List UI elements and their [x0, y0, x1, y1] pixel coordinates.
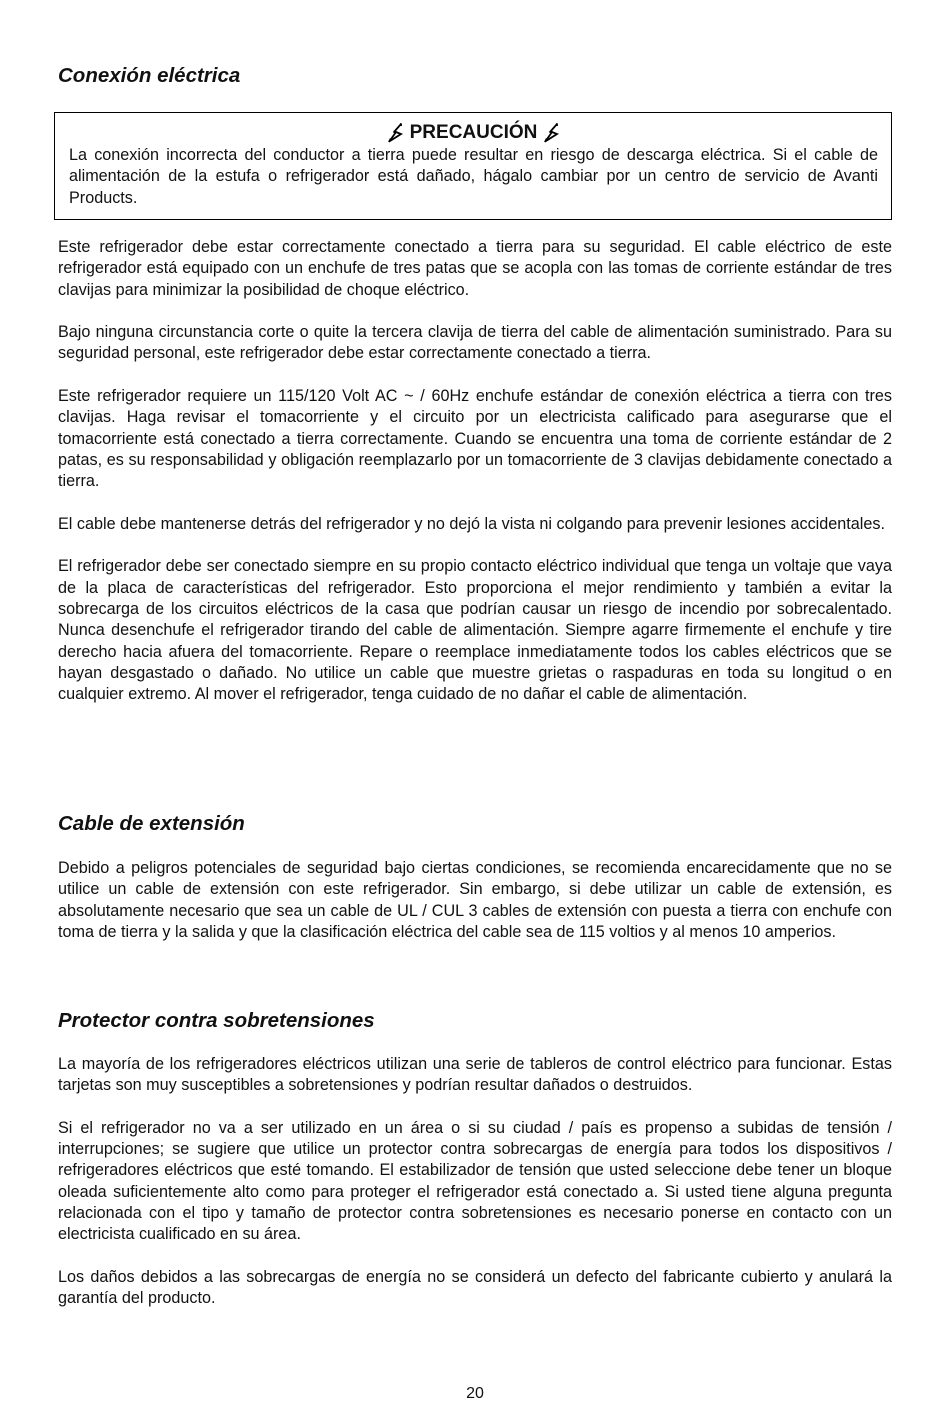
paragraph: Este refrigerador debe estar correctamente conectado a tierra para su seguridad. El cable eléctrico de este refrigerador está equipado con un enchufe de tres patas que se acopla con las tomas de corriente estándar de tres clavijas para minimizar la posibilidad de choque eléctrico.	[58, 238, 892, 299]
caution-heading	[69, 121, 878, 145]
paragraph: Debido a peligros potenciales de seguridad bajo ciertas condiciones, se recomienda encarecidamente que no se utilice un cable de extensión con este refrigerador. Sin embargo, si debe utilizar un cable de extensión, es absolutamente necesario que sea un cable de UL / CUL 3 cables de extensión con puesta a tierra con enchufe con toma de tierra y la salida y que la clasificación eléctrica del cable sea de 115 voltios y al menos 10 amperios.	[58, 859, 892, 941]
paragraph: La mayoría de los refrigeradores eléctricos utilizan una serie de tableros de control eléctrico para funcionar. Estas tarjetas son muy susceptibles a sobretensiones y podrían resultar dañados o destruidos.	[58, 1055, 892, 1095]
paragraph: El refrigerador debe ser conectado siempre en su propio contacto eléctrico individual que tenga un voltaje que vaya de la placa de características del refrigerador. Esto proporciona el mejor rendimiento y también a evitar la sobrecarga de los circuitos eléctricos de la casa que podrían causar un riesgo de incendio por sobrecalentado. Nunca desenchufe el refrigerador tirando del cable de alimentación. Siempre agarre firmemente el enchufe y tire derecho hacia afuera del tomacorriente. Repare o reemplace inmediatamente todos los cables eléctricos que se hayan desgastado o dañado. No utilice un cable que muestre grietas o raspaduras en toda su longitud o en cualquier extremo. Al mover el refrigerador, tenga cuidado de no dañar el cable de alimentación.	[58, 557, 892, 704]
paragraph: Los daños debidos a las sobrecargas de energía no se considerá un defecto del fabricante cubierto y anulará la garantía del producto.	[58, 1267, 892, 1308]
electric-bolt-icon	[387, 123, 404, 143]
paragraph: Si el refrigerador no va a ser utilizado en un área o si su ciudad / país es propenso a subidas de tensión / interrupciones; se sugiere que utilice un protector contra sobrecargas de energía para todos los dispositivos / refrigeradores eléctricos que esté tomando. El estabilizador de tensión que usted seleccione debe tener un bloque oleada suficientemente alto como para proteger el refrigerador está conectado a. Si usted tiene alguna pregunta relacionada con el tipo y tamaño de protector contra sobretensiones es necesario ponerse en contacto con un electricista cualificado en su área.	[58, 1118, 892, 1244]
page-number: 20	[466, 1385, 484, 1402]
caution-text: La conexión incorrecta del conductor a tierra puede resultar en riesgo de descarga eléctrica. Si el cable de alimentación de la estufa o refrigerador está dañado, hágalo cambiar por un centro de servicio de Avanti Products.	[69, 146, 878, 207]
caution-box	[54, 112, 892, 220]
caution-title: PRECAUCIÓN	[409, 122, 538, 143]
paragraph: Bajo ninguna circunstancia corte o quite la tercera clavija de tierra del cable de alimentación suministrado. Para su seguridad personal, este refrigerador debe estar correctamente conectado a tierra.	[58, 323, 892, 363]
electric-bolt-icon	[543, 123, 560, 143]
section-title-cable-de-extension: Cable de extensión	[58, 812, 245, 835]
section-title-protector-contra-sobretensiones: Protector contra sobretensiones	[58, 1009, 375, 1032]
section1-body	[58, 237, 892, 706]
paragraph: Este refrigerador requiere un 115/120 Volt AC ~ / 60Hz enchufe estándar de conexión eléctrica a tierra con tres clavijas. Haga revisar el tomacorriente y el circuito por un electricista calificado para asegurarse que el tomacorriente está conectado a tierra correctamente. Cuando se encuentra una toma de corriente estándar de 2 patas, es su responsabilidad y obligación reemplazarlo por un tomacorriente de 3 clavijas debidamente conectado a tierra.	[58, 387, 892, 491]
section-title-conexion-electrica: Conexión eléctrica	[58, 64, 241, 87]
paragraph: El cable debe mantenerse detrás del refrigerador y no dejó la vista ni colgando para prevenir lesiones accidentales.	[58, 514, 885, 533]
section2-body	[58, 858, 892, 943]
section3-body	[58, 1054, 892, 1310]
